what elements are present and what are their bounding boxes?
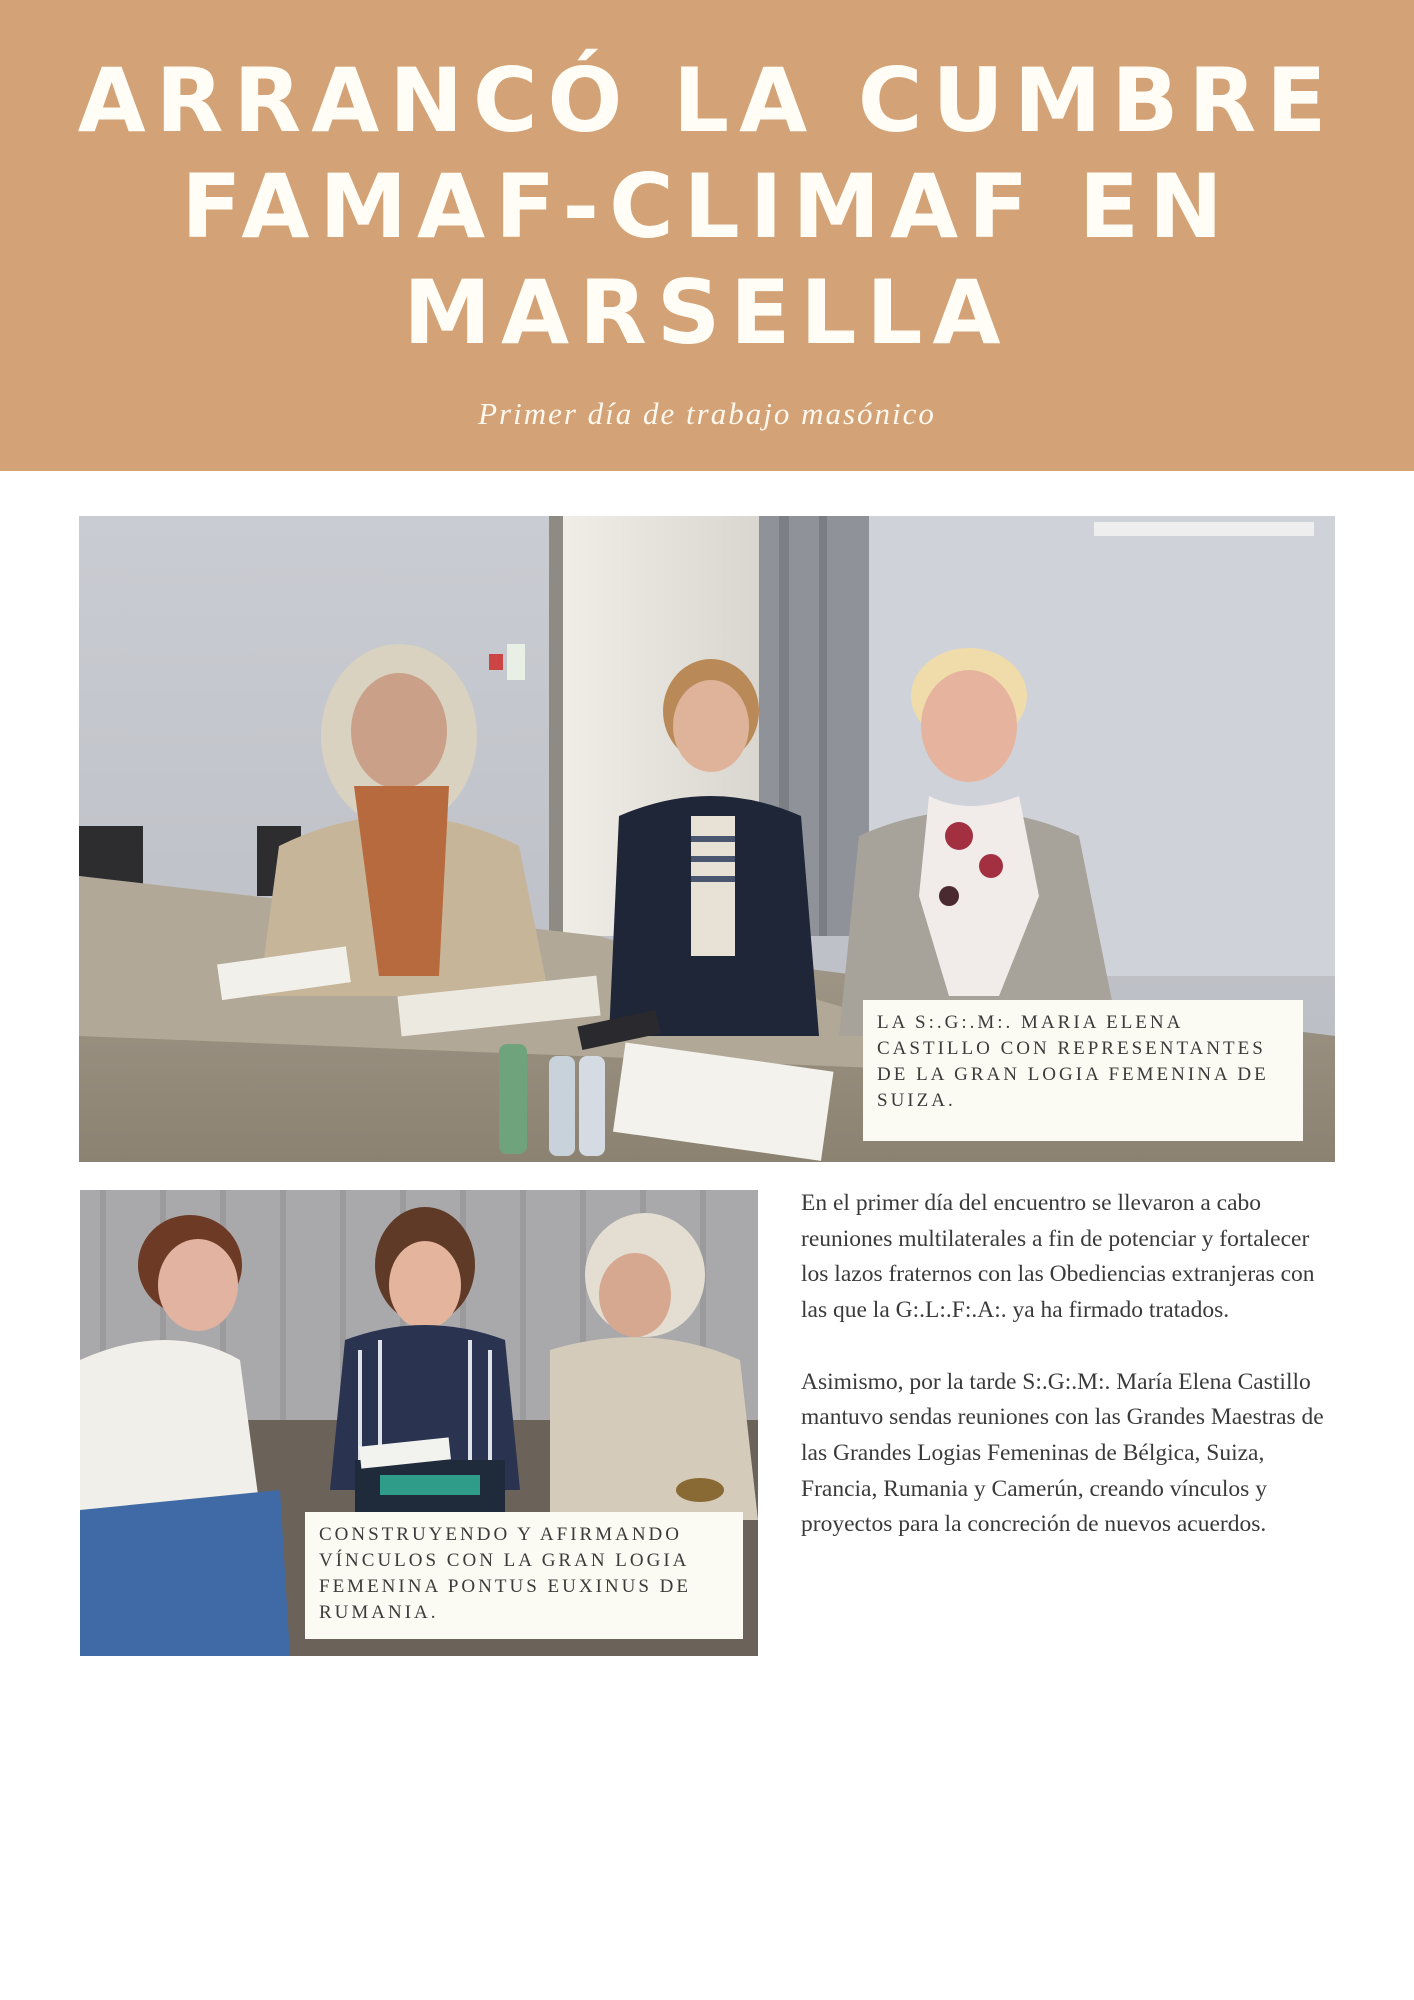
paragraph-1: En el primer día del encuentro se llevaron a cabo reuniones multilaterales a fin de potenciar y fortalecer los lazos fraternos con las Obediencias extranjeras con las que la G:.L:.F:.A:. ya ha firmado tratados.	[801, 1190, 1315, 1324]
title-line-2: FAMAF-CLIMAF EN	[181, 155, 1233, 258]
page-title	[60, 48, 1354, 366]
photo-caption-rumania: CONSTRUYENDO Y AFIRMANDO VÍNCULOS CON LA GRAN LOGIA FEMENINA PONTUS EUXINUS DE RUMANIA.	[305, 1512, 743, 1639]
title-line-3: MARSELLA	[403, 261, 1011, 364]
article-body	[801, 1186, 1341, 1579]
header-banner	[0, 0, 1414, 471]
title-line-1: ARRANCÓ LA CUMBRE	[77, 49, 1337, 152]
paragraph-2: Asimismo, por la tarde S:.G:.M:. María Elena Castillo mantuvo sendas reuniones con las Grandes Maestras de las Grandes Logias Femeninas de Bélgica, Suiza, Francia, Rumania y Camerún, creando vínculos y proyectos para la concreción de nuevos acuerdos.	[801, 1368, 1324, 1538]
photo-meeting-rumania	[80, 1190, 758, 1656]
photo-meeting-suiza	[79, 516, 1335, 1162]
page-subtitle: Primer día de trabajo masónico	[478, 396, 936, 431]
photo-caption-suiza: LA S:.G:.M:. MARIA ELENA CASTILLO CON REPRESENTANTES DE LA GRAN LOGIA FEMENINA DE SUIZA.	[863, 1000, 1303, 1141]
